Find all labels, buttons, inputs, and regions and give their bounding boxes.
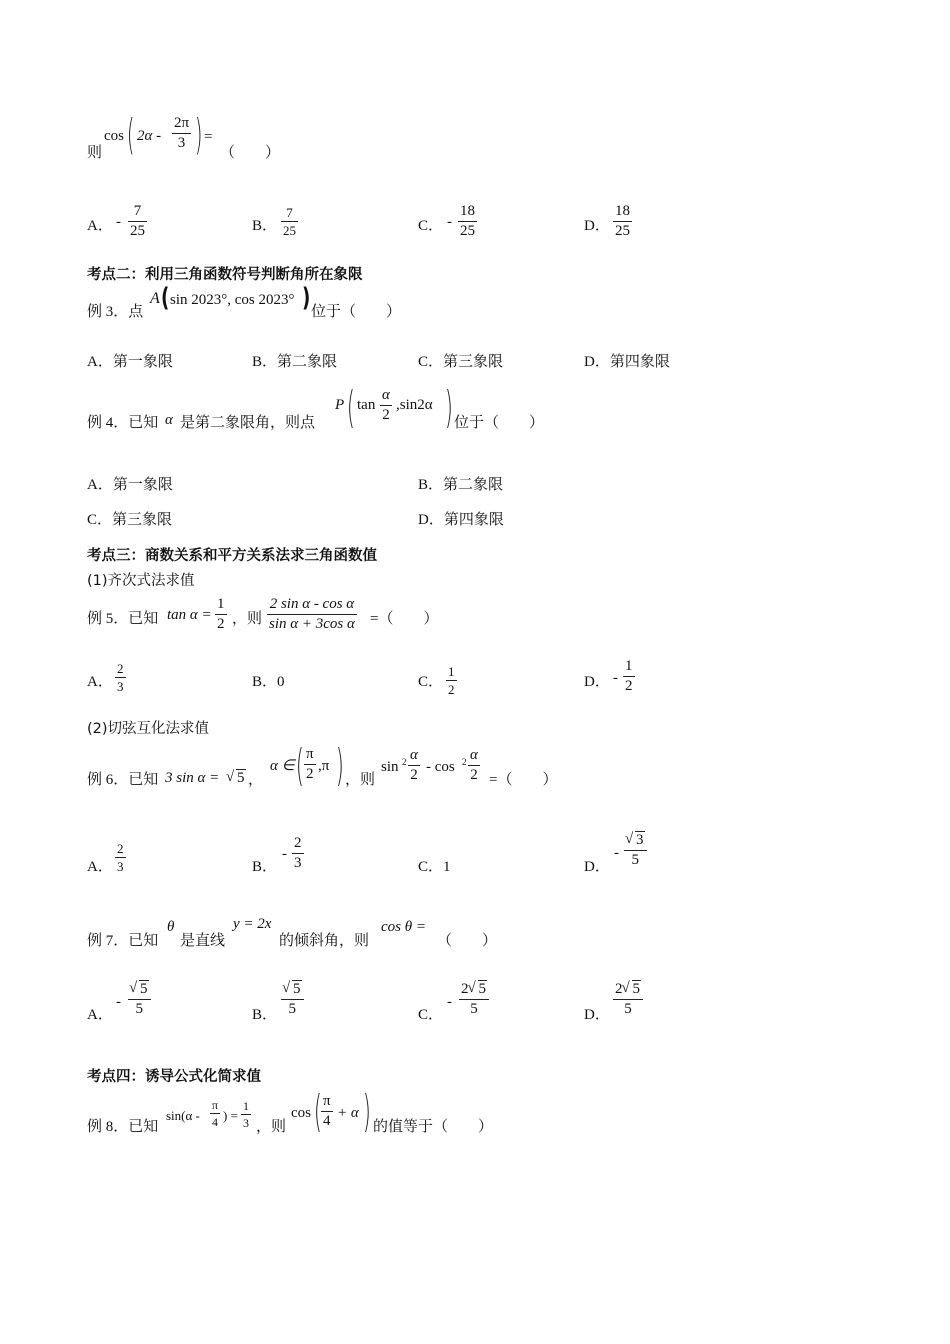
ex7-option-c-label[interactable]: C． xyxy=(418,1007,444,1023)
ex8-lparen: ( xyxy=(314,1086,322,1137)
ex6-rparen: ) xyxy=(336,740,344,791)
ex6-pi-end: ,π xyxy=(318,758,330,774)
ex7-option-b-fraction: √ $\frac{5}{5}$ xyxy=(281,982,304,1017)
ex8-cos: cos xyxy=(291,1105,311,1121)
q2-option-c-fraction: $\frac{18}{25}$ xyxy=(460,203,475,239)
ex5-option-b[interactable]: B．0 xyxy=(252,674,285,690)
ex3-suffix: 位于（ ） xyxy=(311,304,402,320)
ex8-prefix: 例 8．已知 xyxy=(87,1119,159,1135)
ex5-option-d-fraction: $\frac{1}{2}$ xyxy=(625,658,633,694)
ex4-lparen: ( xyxy=(347,382,355,433)
ex6-minus-cos: - cos xyxy=(426,759,455,775)
q2-option-c-sign: - xyxy=(447,214,452,230)
q2-cos: cos xyxy=(104,128,124,144)
ex4-fraction: $\frac{\alpha}{2}$ xyxy=(382,387,390,423)
q2-then-text: 则 xyxy=(87,145,103,161)
ex8-plus-alpha: + α xyxy=(337,1105,359,1121)
ex3-point: A xyxy=(150,290,160,307)
q2-option-d-fraction: $\frac{18}{25}$ xyxy=(615,203,630,239)
ex6-cos-square: 2 xyxy=(462,757,467,767)
ex4-tan: tan xyxy=(357,397,376,413)
ex8-then: ，则 xyxy=(256,1119,287,1135)
ex5-option-d-sign: - xyxy=(613,670,618,686)
q2-rparen: ) xyxy=(195,110,203,159)
subheading-homogeneous: (1)齐次式法求值 xyxy=(87,573,195,589)
ex3-option-a[interactable]: A．第一象限 xyxy=(87,354,173,370)
ex7-blank: （ ） xyxy=(437,933,498,949)
ex5-option-c-fraction: $\frac{1}{2}$ xyxy=(448,664,455,697)
ex8-rparen: ) xyxy=(363,1086,371,1137)
ex4-option-a[interactable]: A．第一象限 xyxy=(87,477,173,493)
ex5-option-d-label[interactable]: D． xyxy=(584,674,610,690)
ex7-option-a-sign: - xyxy=(116,994,121,1010)
ex6-sin-square: 2 xyxy=(402,757,407,767)
ex7-mid2: 的倾斜角，则 xyxy=(279,933,370,949)
ex5-big-fraction: $\frac{\text{2 sin α - cos α}}{\text{sin α + 3cos α}}$ xyxy=(269,596,355,632)
ex6-pi-fraction: $\frac{\pi}{2}$ xyxy=(306,746,314,782)
ex3-prefix: 例 3．点 xyxy=(87,304,144,320)
q2-equals: = xyxy=(204,129,213,145)
section-heading-4: 考点四：诱导公式化简求值 xyxy=(87,1069,261,1085)
ex5-option-c-label[interactable]: C． xyxy=(418,674,444,690)
ex7-mid: 是直线 xyxy=(180,933,226,949)
ex5-tan: tan α = xyxy=(167,607,212,623)
ex3-rparen: ) xyxy=(302,283,311,313)
ex5-tan-fraction: $\frac{1}{2}$ xyxy=(217,596,225,632)
ex7-option-c-sign: - xyxy=(447,994,452,1010)
ex7-cos-theta: cos θ = xyxy=(381,919,426,935)
ex7-theta: θ xyxy=(167,919,175,935)
ex4-suffix: 位于（ ） xyxy=(454,415,545,431)
ex6-half-alpha-2: $\frac{\alpha}{2}$ xyxy=(470,747,478,783)
ex5-option-a-label[interactable]: A． xyxy=(87,674,113,690)
ex4-mid: 是第二象限角，则点 xyxy=(180,415,316,431)
ex4-rparen: ) xyxy=(445,382,453,433)
ex4-sin-part: ,sin2α xyxy=(396,397,433,413)
ex5-then: ，则 xyxy=(232,611,263,627)
ex5-option-a-fraction: $\frac{2}{3}$ xyxy=(117,661,124,694)
ex3-option-c[interactable]: C．第三象限 xyxy=(418,354,504,370)
ex3-coords: sin 2023°, cos 2023° xyxy=(170,292,295,308)
q2-option-a-label[interactable]: A． xyxy=(87,218,113,234)
ex6-suffix: =（ ） xyxy=(489,772,558,788)
ex6-then: ，则 xyxy=(345,772,376,788)
ex6-option-b-sign: - xyxy=(282,846,287,862)
q2-inner: 2α - xyxy=(137,128,162,144)
ex7-option-a-label[interactable]: A． xyxy=(87,1007,113,1023)
ex3-option-d[interactable]: D．第四象限 xyxy=(584,354,670,370)
ex3-lparen: ( xyxy=(161,283,170,313)
q2-option-a-fraction: $\frac{7}{25}$ xyxy=(130,203,145,239)
q2-option-d-label[interactable]: D． xyxy=(584,218,610,234)
ex6-alpha-in: α ∈ xyxy=(270,758,295,774)
ex6-sin: sin xyxy=(381,759,399,775)
ex6-option-b-label[interactable]: B． xyxy=(252,859,278,875)
ex7-option-d-fraction: $\frac{2√ 5}{5}$ xyxy=(613,982,643,1017)
ex7-option-a-fraction: √ $\frac{5}{5}$ xyxy=(128,982,151,1017)
ex7-line-eq: y = 2x xyxy=(233,916,272,932)
ex4-point: P xyxy=(335,397,345,413)
ex6-option-d-label[interactable]: D． xyxy=(584,859,610,875)
ex8-pi-fraction: $\frac{\pi}{4}$ xyxy=(212,1098,219,1129)
q2-option-b-label[interactable]: B． xyxy=(252,218,278,234)
ex6-sep: ， xyxy=(248,772,264,788)
ex6-option-d-fraction: √ $\frac{3}{5}$ xyxy=(624,833,647,868)
q2-blank: （ ） xyxy=(220,145,281,161)
ex7-option-b-label[interactable]: B． xyxy=(252,1007,278,1023)
q2-lparen: ( xyxy=(127,110,135,159)
ex4-option-c[interactable]: C．第三象限 xyxy=(87,512,173,528)
q2-option-b-fraction: $\frac{7}{25}$ xyxy=(283,205,296,238)
ex6-root5: √ 5 xyxy=(227,771,246,786)
ex4-option-b[interactable]: B．第二象限 xyxy=(418,477,504,493)
section-heading-3: 考点三：商数关系和平方关系法求三角函数值 xyxy=(87,548,377,564)
ex6-option-b-fraction: $\frac{2}{3}$ xyxy=(294,835,302,871)
q2-option-a-sign: - xyxy=(116,214,121,230)
ex4-option-d[interactable]: D．第四象限 xyxy=(418,512,504,528)
ex6-option-d-sign: - xyxy=(614,845,619,861)
ex6-lparen: ( xyxy=(296,740,304,791)
ex6-option-c[interactable]: C．1 xyxy=(418,859,451,875)
ex8-close-eq: ) = xyxy=(223,1108,238,1123)
ex7-option-d-label[interactable]: D． xyxy=(584,1007,610,1023)
ex5-prefix: 例 5．已知 xyxy=(87,611,159,627)
ex3-option-b[interactable]: B．第二象限 xyxy=(252,354,338,370)
ex8-cos-fraction: $\frac{\pi}{4}$ xyxy=(323,1093,331,1129)
ex6-option-a-fraction: $\frac{2}{3}$ xyxy=(117,841,124,874)
ex5-suffix: =（ ） xyxy=(370,611,439,627)
q2-option-c-label[interactable]: C． xyxy=(418,218,444,234)
ex7-prefix: 例 7．已知 xyxy=(87,933,159,949)
ex4-prefix: 例 4．已知 xyxy=(87,415,159,431)
section-heading-2: 考点二：利用三角函数符号判断角所在象限 xyxy=(87,267,363,283)
ex6-option-a-label[interactable]: A． xyxy=(87,859,113,875)
ex8-value-fraction: $\frac{1}{3}$ xyxy=(243,1099,249,1130)
subheading-tan-sin-cos: (2)切弦互化法求值 xyxy=(87,721,210,737)
ex8-sin-part: sin(α - xyxy=(166,1108,200,1123)
ex6-cond1: 3 sin α = xyxy=(165,770,220,786)
ex6-prefix: 例 6．已知 xyxy=(87,772,159,788)
ex4-alpha: α xyxy=(165,412,173,428)
q2-fraction: $\frac{2\pi}{3}$ xyxy=(174,115,190,151)
ex8-suffix: 的值等于（ ） xyxy=(373,1119,494,1135)
ex7-option-c-fraction: $\frac{2√ 5}{5}$ xyxy=(459,982,489,1017)
ex6-half-alpha-1: $\frac{\alpha}{2}$ xyxy=(410,747,418,783)
